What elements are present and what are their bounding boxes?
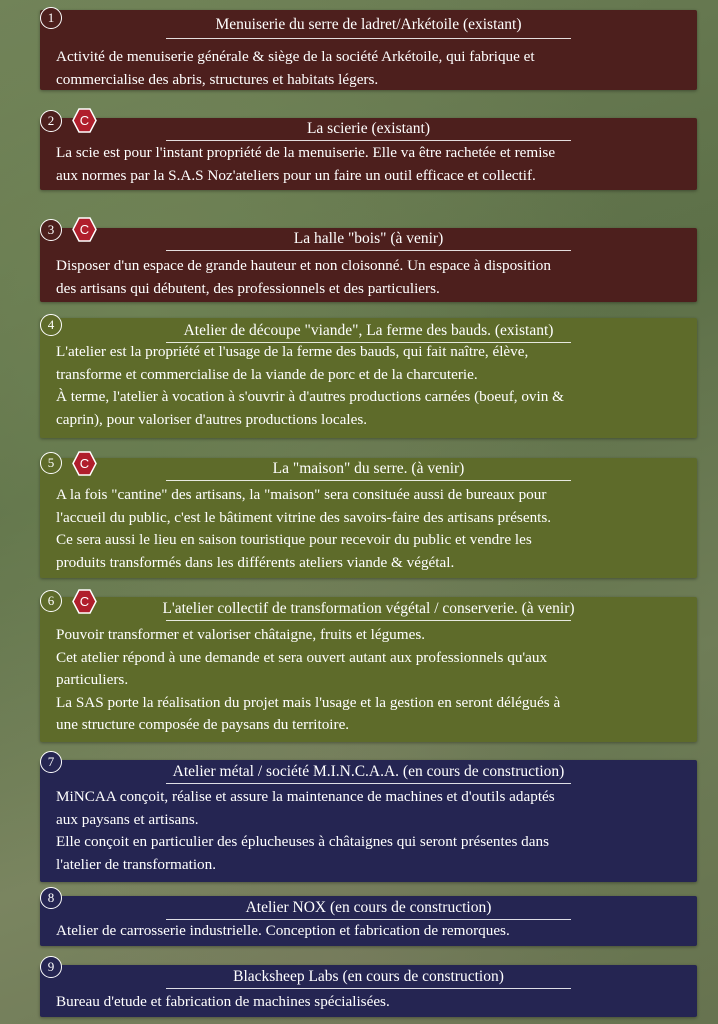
- body-line: Atelier de carrosserie industrielle. Conception et fabrication de remorques.: [56, 922, 510, 939]
- card-title: La scierie (existant): [306, 120, 431, 137]
- card-title: Atelier NOX (en cours de construction): [245, 899, 492, 916]
- body-line: Activité de menuiserie générale & siège de la société Arkétoile, qui fabrique et: [56, 48, 535, 65]
- card-title: Atelier métal / société M.I.N.C.A.A. (en cours de construction): [172, 763, 565, 780]
- body-line: l'atelier de transformation.: [56, 855, 217, 873]
- title-underline: [166, 140, 571, 141]
- card-1: [40, 10, 697, 90]
- badge-letter: C: [79, 456, 90, 471]
- card-3: [40, 228, 697, 302]
- body-line: Cet atelier répond à une demande et sera ouvert autant aux professionnels qu'aux: [56, 648, 548, 666]
- body-line: À terme, l'atelier à vocation à s'ouvrir à d'autres productions carnées (boeuf, ovin &: [56, 388, 564, 405]
- body-line: L'atelier est la propriété et l'usage de la ferme des bauds, qui fait naître, élève,: [56, 343, 529, 360]
- body-line: A la fois "cantine" des artisans, la "maison" sera consituée aussi de bureaux pour: [56, 486, 547, 503]
- body-line: Bureau d'etude et fabrication de machines spécialisées.: [56, 993, 390, 1010]
- card-body: [56, 46, 687, 91]
- body-line: MiNCAA conçoit, réalise et assure la maintenance de machines et d'outils adaptés: [56, 788, 555, 805]
- card-body: [56, 991, 687, 1014]
- card-5: [40, 458, 697, 578]
- badge-letter: C: [79, 594, 90, 609]
- number-badge-8: 8: [40, 887, 62, 909]
- number-badge-3: 3: [40, 219, 62, 241]
- card-body: [56, 255, 687, 300]
- body-line: aux normes par la S.A.S Noz'ateliers pour un faire un outil efficace et collectif.: [56, 166, 536, 184]
- body-line: Ce sera aussi le lieu en saison touristique pour recevoir du public et vendre les: [56, 531, 532, 548]
- red-hexagon-icon: [72, 217, 97, 242]
- red-hexagon-icon: [72, 108, 97, 133]
- red-hexagon-icon: [72, 589, 97, 614]
- body-line: une structure composée de paysans du territoire.: [56, 716, 350, 733]
- body-line: La SAS porte la réalisation du projet mais l'usage et la gestion en seront délégués à: [56, 693, 561, 711]
- title-underline: [166, 988, 571, 989]
- red-hexagon-icon: [72, 451, 97, 476]
- body-line: commercialise des abris, structures et habitats légers.: [56, 70, 379, 88]
- number-badge-4: 4: [40, 314, 62, 336]
- title-underline: [166, 783, 571, 784]
- card-8: [40, 896, 697, 946]
- number-badge-7: 7: [40, 751, 62, 773]
- body-line: transforme et commercialise de la viande de porc et de la charcuterie.: [56, 365, 478, 383]
- title-underline: [166, 38, 571, 39]
- card-body: [56, 624, 687, 737]
- card-body: [56, 341, 687, 431]
- card-2: [40, 118, 697, 190]
- card-title: La "maison" du serre. (à venir): [272, 460, 465, 477]
- number-badge-2: 2: [40, 110, 62, 132]
- badge-letter: C: [79, 113, 90, 128]
- body-line: caprin), pour valoriser d'autres productions locales.: [56, 410, 368, 428]
- card-body: [56, 920, 687, 943]
- card-title: Menuiserie du serre de ladret/Arkétoile (existant): [215, 16, 522, 33]
- card-title: L'atelier collectif de transformation végétal / conserverie. (à venir): [162, 600, 575, 617]
- card-title: Blacksheep Labs (en cours de construction): [233, 968, 504, 985]
- card-body: [56, 786, 687, 876]
- number-badge-6: 6: [40, 590, 62, 612]
- card-title: La halle "bois" (à venir): [293, 230, 444, 247]
- body-line: des artisans qui débutent, des professionnels et des particuliers.: [56, 279, 440, 297]
- body-line: Elle conçoit en particulier des éplucheuses à châtaignes qui seront présentes dans: [56, 833, 549, 850]
- body-line: l'accueil du public, c'est le bâtiment vitrine des savoirs-faire des artisans présents.: [56, 508, 552, 526]
- card-6: [40, 597, 697, 742]
- body-line: aux paysans et artisans.: [56, 810, 199, 828]
- body-line: La scie est pour l'instant propriété de la menuiserie. Elle va être rachetée et remise: [56, 144, 556, 161]
- title-underline: [166, 480, 571, 481]
- title-underline: [166, 250, 571, 251]
- body-line: particuliers.: [56, 671, 129, 688]
- body-line: Disposer d'un espace de grande hauteur et non cloisonné. Un espace à disposition: [56, 257, 551, 274]
- body-line: Pouvoir transformer et valoriser châtaigne, fruits et légumes.: [56, 626, 426, 643]
- body-line: produits transformés dans les différents ateliers viande & végétal.: [56, 553, 455, 571]
- title-underline: [166, 620, 571, 621]
- number-badge-1: 1: [40, 7, 62, 29]
- card-9: [40, 965, 697, 1017]
- number-badge-9: 9: [40, 956, 62, 978]
- card-body: [56, 484, 687, 574]
- card-title: Atelier de découpe "viande", La ferme des bauds. (existant): [183, 322, 554, 339]
- badge-letter: C: [79, 222, 90, 237]
- number-badge-5: 5: [40, 452, 62, 474]
- card-body: [56, 142, 687, 187]
- card-4: [40, 318, 697, 438]
- card-7: [40, 760, 697, 882]
